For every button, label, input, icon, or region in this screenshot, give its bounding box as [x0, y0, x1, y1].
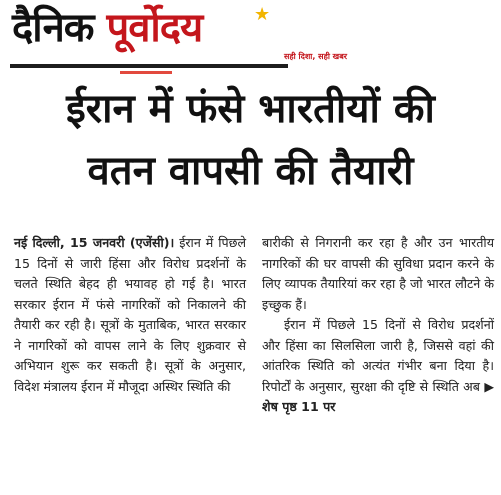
logo-word-purvoday: पूर्वोदय — [106, 5, 203, 51]
article-body-right-para-1: बारीकी से निगरानी कर रहा है और उन भारतीय नागरिकों की घर वापसी की सुविधा प्रदान करने के लिए व्यापक तैयारियां कर रहा है जो भारत लौटने के इच्छुक हैं। — [262, 235, 494, 312]
continued-on-page-link[interactable]: ▶ शेष पृष्ठ 11 पर — [262, 378, 494, 414]
masthead — [0, 0, 501, 70]
article-column-left — [14, 233, 246, 397]
masthead-rule — [10, 64, 288, 68]
masthead-tagline: सही दिशा, सही खबर — [284, 52, 348, 61]
article-headline — [0, 78, 501, 202]
article-body-right-para-2: ईरान में पिछले 15 दिनों से विरोध प्रदर्शनों और हिंसा का सिलसिला जारी है, जिससे वहां की आंतरिक स्थिति को अत्यंत गंभीर बना दिया है। रिपोर्टों के अनुसार, सुरक्षा की दृष्टि से स्थिति अब — [262, 317, 494, 394]
newspaper-logo — [12, 4, 202, 52]
star-icon: ★ — [254, 4, 271, 25]
logo-word-dainik: दैनिक — [12, 5, 94, 51]
article-body-left: ईरान में पिछले 15 दिनों से जारी हिंसा और विरोध प्रदर्शनों के चलते स्थिति बेहद ही भयावह हो गई है। भारत सरकार ईरान में फंसे नागरिकों को निकालने की तैयारी कर रही है। सूत्रों के मुताबिक, भारत सरकार ने नागरिकों को वापस लाने के लिए शुक्रवार से अभियान शुरू कर सकती है। सूत्रों के अनुसार, विदेश मंत्रालय ईरान में मौजूदा अस्थिर स्थिति की — [14, 235, 246, 394]
masthead-micro-strip — [120, 71, 172, 74]
headline-line-1: ईरान में फंसे भारतीयों की — [66, 86, 435, 132]
headline-line-2: वतन वापसी की तैयारी — [87, 148, 414, 194]
article-dateline: नई दिल्ली, 15 जनवरी (एजेंसी)। — [14, 235, 175, 250]
article-column-right — [262, 233, 494, 418]
